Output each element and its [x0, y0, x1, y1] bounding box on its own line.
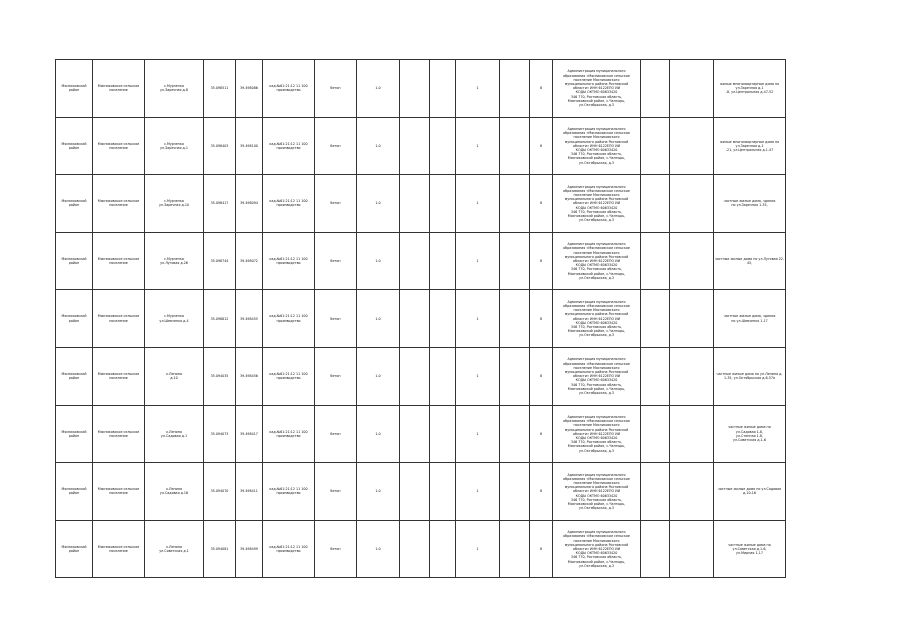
served-objects-cell: жилые многоквартирные дома по ул.Заречная д.1 -21, ул.Центральная д.1-47 [714, 117, 786, 175]
empty-cell-1 [400, 290, 430, 348]
table-row [56, 232, 786, 290]
area-cell: 1.0 [357, 60, 400, 118]
empty-cell-5 [670, 117, 714, 175]
volume-cell: 8 [530, 290, 553, 348]
settlement-cell: Мясниковское сельское поселение [93, 520, 145, 578]
served-objects-cell: частные жилые дома по ул.Луговая 22- 45, [714, 232, 786, 290]
container-count-cell: 1 [456, 290, 500, 348]
address-cell: с.Мурзенка ул.Луговая д.26 [145, 232, 204, 290]
empty-cell-4 [641, 175, 670, 233]
owner-cell: Администрация муниципального образования «Мясниковское сельское поселение Мясниковского муниципального района Ростовской области» ИНН 6122ЕПО ИИ КОДЫ ОКТМО 60633420 346 770, Ростовская область, Мясниковский район, с.Чалтырь, ул.Октябрьская, д.3 [553, 405, 641, 463]
cover-cell: бетон [315, 175, 357, 233]
owner-cell: Администрация муниципального образования «Мясниковское сельское поселение Мясниковского муниципального района Ростовской области» ИНН 6122ЕПО ИИ КОДЫ ОКТМО 60633420 346 770, Ростовская область, Мясниковский район, с.Чалтырь, ул.Октябрьская, д.3 [553, 290, 641, 348]
owner-cell: Администрация муниципального образования «Мясниковское сельское поселение Мясниковского муниципального района Ростовской области» ИНН 6122ЕПО ИИ КОДЫ ОКТМО 60633420 346 770, Ростовская область, Мясниковский район, с.Чалтырь, ул.Октябрьская, д.3 [553, 520, 641, 578]
empty-cell-1 [400, 232, 430, 290]
longitude-cell: 39.498417 [236, 405, 263, 463]
longitude-cell: 39.498094 [236, 175, 263, 233]
volume-cell: 8 [530, 405, 553, 463]
latitude-cell: 35.094070 [204, 463, 236, 521]
settlement-cell: Мясниковское сельское поселение [93, 232, 145, 290]
container-count-cell: 1 [456, 117, 500, 175]
empty-cell-3 [500, 60, 530, 118]
longitude-cell: 39.498456 [236, 347, 263, 405]
table-row [56, 117, 786, 175]
empty-cell-2 [430, 405, 456, 463]
empty-cell-1 [400, 463, 430, 521]
district-cell: Мясниковский район [56, 520, 93, 578]
served-objects-cell: частные жилые дома, здания по ул.Шевченко 1-17 [714, 290, 786, 348]
empty-cell-2 [430, 60, 456, 118]
cover-cell: бетон [315, 520, 357, 578]
container-count-cell: 1 [456, 520, 500, 578]
address-cell: с.Мурзенка ул.Заречная д.10 [145, 175, 204, 233]
district-cell: Мясниковский район [56, 463, 93, 521]
container-count-cell: 1 [456, 347, 500, 405]
empty-cell-2 [430, 520, 456, 578]
settlement-cell: Мясниковское сельское поселение [93, 347, 145, 405]
empty-cell-5 [670, 290, 714, 348]
empty-cell-5 [670, 60, 714, 118]
container-count-cell: 1 [456, 175, 500, 233]
empty-cell-4 [641, 290, 670, 348]
owner-cell: Администрация муниципального образования «Мясниковское сельское поселение Мясниковского муниципального района Ростовской области» ИНН 6122ЕПО ИИ КОДЫ ОКТМО 60633420 346 770, Ростовская область, Мясниковский район, с.Чалтырь, ул.Октябрьская, д.3 [553, 117, 641, 175]
container-count-cell: 1 [456, 463, 500, 521]
empty-cell-4 [641, 347, 670, 405]
empty-cell-4 [641, 405, 670, 463]
empty-cell-2 [430, 290, 456, 348]
empty-cell-1 [400, 60, 430, 118]
address-cell: х.Ленина ул.Садовая д.1 [145, 405, 204, 463]
address-cell: с.Мурзенка ул.Заречная д.8 [145, 60, 204, 118]
empty-cell-3 [500, 117, 530, 175]
cover-cell: бетон [315, 232, 357, 290]
served-objects-cell: частные жилые дома по ул.Советская д.1-6, ул.Мирная 1-17 [714, 520, 786, 578]
settlement-cell: Мясниковское сельское поселение [93, 405, 145, 463]
served-objects-cell: жилые многоквартирные дома по ул.Заречная д.1 -8, ул.Центральная д.47-52 [714, 60, 786, 118]
settlement-cell: Мясниковское сельское поселение [93, 290, 145, 348]
district-cell: Мясниковский район [56, 60, 93, 118]
longitude-cell: 39.498499 [236, 520, 263, 578]
empty-cell-4 [641, 463, 670, 521]
area-cell: 1.0 [357, 175, 400, 233]
volume-cell: 8 [530, 232, 553, 290]
area-cell: 1.0 [357, 347, 400, 405]
cadastre-cell: кад.№61:21:12 11 100 производство [263, 463, 315, 521]
longitude-cell: 39.498411 [236, 463, 263, 521]
cadastre-cell: кад.№61:21:12 11 100 производство [263, 232, 315, 290]
container-count-cell: 1 [456, 232, 500, 290]
address-cell: с.Мурзенка ул.Шевченко д.4 [145, 290, 204, 348]
area-cell: 1.0 [357, 232, 400, 290]
table-row [56, 347, 786, 405]
served-objects-cell: частные жилые дома, здания по ул.Заречная 1-35, [714, 175, 786, 233]
empty-cell-3 [500, 405, 530, 463]
empty-cell-2 [430, 175, 456, 233]
empty-cell-3 [500, 232, 530, 290]
latitude-cell: 35.094035 [204, 347, 236, 405]
empty-cell-1 [400, 175, 430, 233]
empty-cell-5 [670, 520, 714, 578]
cover-cell: бетон [315, 117, 357, 175]
container-count-cell: 1 [456, 405, 500, 463]
empty-cell-3 [500, 347, 530, 405]
latitude-cell: 35.098744 [204, 232, 236, 290]
container-count-cell: 1 [456, 60, 500, 118]
area-cell: 1.0 [357, 520, 400, 578]
cadastre-cell: кад.№61:21:12 11 100 производство [263, 405, 315, 463]
district-cell: Мясниковский район [56, 347, 93, 405]
longitude-cell: 39.498072 [236, 232, 263, 290]
empty-cell-4 [641, 520, 670, 578]
table-row [56, 290, 786, 348]
cadastre-cell: кад.№61:21:12 11 100 производство [263, 60, 315, 118]
cadastre-cell: кад.№61:21:12 11 100 производство [263, 347, 315, 405]
empty-cell-5 [670, 175, 714, 233]
empty-cell-2 [430, 347, 456, 405]
empty-cell-2 [430, 463, 456, 521]
empty-cell-3 [500, 463, 530, 521]
owner-cell: Администрация муниципального образования «Мясниковское сельское поселение Мясниковского муниципального района Ростовской области» ИНН 6122ЕПО ИИ КОДЫ ОКТМО 60633420 346 770, Ростовская область, Мясниковский район, с.Чалтырь, ул.Октябрьская, д.3 [553, 347, 641, 405]
district-cell: Мясниковский район [56, 232, 93, 290]
settlement-cell: Мясниковское сельское поселение [93, 175, 145, 233]
settlement-cell: Мясниковское сельское поселение [93, 463, 145, 521]
area-cell: 1.0 [357, 117, 400, 175]
district-cell: Мясниковский район [56, 405, 93, 463]
table-row [56, 463, 786, 521]
empty-cell-5 [670, 463, 714, 521]
cover-cell: бетон [315, 290, 357, 348]
table-row [56, 405, 786, 463]
volume-cell: 8 [530, 463, 553, 521]
cadastre-cell: кад.№61:21:12 11 100 производство [263, 520, 315, 578]
address-cell: х.Ленина ул.Садовая д.16 [145, 463, 204, 521]
volume-cell: 8 [530, 347, 553, 405]
area-cell: 1.0 [357, 405, 400, 463]
cover-cell: бетон [315, 347, 357, 405]
latitude-cell: 35.094081 [204, 520, 236, 578]
empty-cell-5 [670, 347, 714, 405]
empty-cell-1 [400, 405, 430, 463]
longitude-cell: 39.498100 [236, 117, 263, 175]
empty-cell-5 [670, 232, 714, 290]
address-cell: х.Ленина ул.Советская д.1 [145, 520, 204, 578]
volume-cell: 8 [530, 117, 553, 175]
served-objects-cell: частные жилые дома по ул.Садовая д.10-16 [714, 463, 786, 521]
empty-cell-4 [641, 232, 670, 290]
empty-cell-2 [430, 232, 456, 290]
empty-cell-1 [400, 117, 430, 175]
cover-cell: бетон [315, 60, 357, 118]
owner-cell: Администрация муниципального образования «Мясниковское сельское поселение Мясниковского муниципального района Ростовской области» ИНН 6122ЕПО ИИ КОДЫ ОКТМО 60633420 346 770, Ростовская область, Мясниковский район, с.Чалтырь, ул.Октябрьская, д.3 [553, 232, 641, 290]
settlement-cell: Мясниковское сельское поселение [93, 117, 145, 175]
district-cell: Мясниковский район [56, 290, 93, 348]
latitude-cell: 35.094073 [204, 405, 236, 463]
area-cell: 1.0 [357, 290, 400, 348]
table-row [56, 520, 786, 578]
empty-cell-1 [400, 520, 430, 578]
volume-cell: 8 [530, 175, 553, 233]
served-objects-cell: частные жилые дома по ул.Садовая 1-8, ул.Степная 1-8, ул.Советская д.1-6 [714, 405, 786, 463]
empty-cell-3 [500, 290, 530, 348]
latitude-cell: 35.098403 [204, 117, 236, 175]
longitude-cell: 39.498086 [236, 60, 263, 118]
latitude-cell: 35.098812 [204, 290, 236, 348]
register-table [55, 59, 786, 578]
empty-cell-5 [670, 405, 714, 463]
address-cell: х.Ленина д.10 [145, 347, 204, 405]
cover-cell: бетон [315, 463, 357, 521]
district-cell: Мясниковский район [56, 175, 93, 233]
empty-cell-2 [430, 117, 456, 175]
owner-cell: Администрация муниципального образования «Мясниковское сельское поселение Мясниковского муниципального района Ростовской области» ИНН 6122ЕПО ИИ КОДЫ ОКТМО 60633420 346 770, Ростовская область, Мясниковский район, с.Чалтырь, ул.Октябрьская, д.3 [553, 175, 641, 233]
settlement-cell: Мясниковское сельское поселение [93, 60, 145, 118]
empty-cell-1 [400, 347, 430, 405]
longitude-cell: 39.498455 [236, 290, 263, 348]
latitude-cell: 35.098417 [204, 175, 236, 233]
cadastre-cell: кад.№61:21:12 11 100 производство [263, 175, 315, 233]
table-row [56, 60, 786, 118]
volume-cell: 8 [530, 520, 553, 578]
empty-cell-4 [641, 60, 670, 118]
cadastre-cell: кад.№61:21:12 11 100 производство [263, 117, 315, 175]
latitude-cell: 35.098511 [204, 60, 236, 118]
address-cell: с.Мурзенка ул.Заречная д.1 [145, 117, 204, 175]
table-row [56, 175, 786, 233]
area-cell: 1.0 [357, 463, 400, 521]
served-objects-cell: частные жилые дома по ул.Ленина д. 1-35, ул.Октябрьская д.6-57а [714, 347, 786, 405]
cover-cell: бетон [315, 405, 357, 463]
volume-cell: 8 [530, 60, 553, 118]
empty-cell-3 [500, 520, 530, 578]
empty-cell-4 [641, 117, 670, 175]
empty-cell-3 [500, 175, 530, 233]
district-cell: Мясниковский район [56, 117, 93, 175]
owner-cell: Администрация муниципального образования «Мясниковское сельское поселение Мясниковского муниципального района Ростовской области» ИНН 6122ЕПО ИИ КОДЫ ОКТМО 60633420 346 770, Ростовская область, Мясниковский район, с.Чалтырь, ул.Октябрьская, д.3 [553, 60, 641, 118]
owner-cell: Администрация муниципального образования «Мясниковское сельское поселение Мясниковского муниципального района Ростовской области» ИНН 6122ЕПО ИИ КОДЫ ОКТМО 60633420 346 770, Ростовская область, Мясниковский район, с.Чалтырь, ул.Октябрьская, д.3 [553, 463, 641, 521]
cadastre-cell: кад.№61:21:12 11 100 производство [263, 290, 315, 348]
